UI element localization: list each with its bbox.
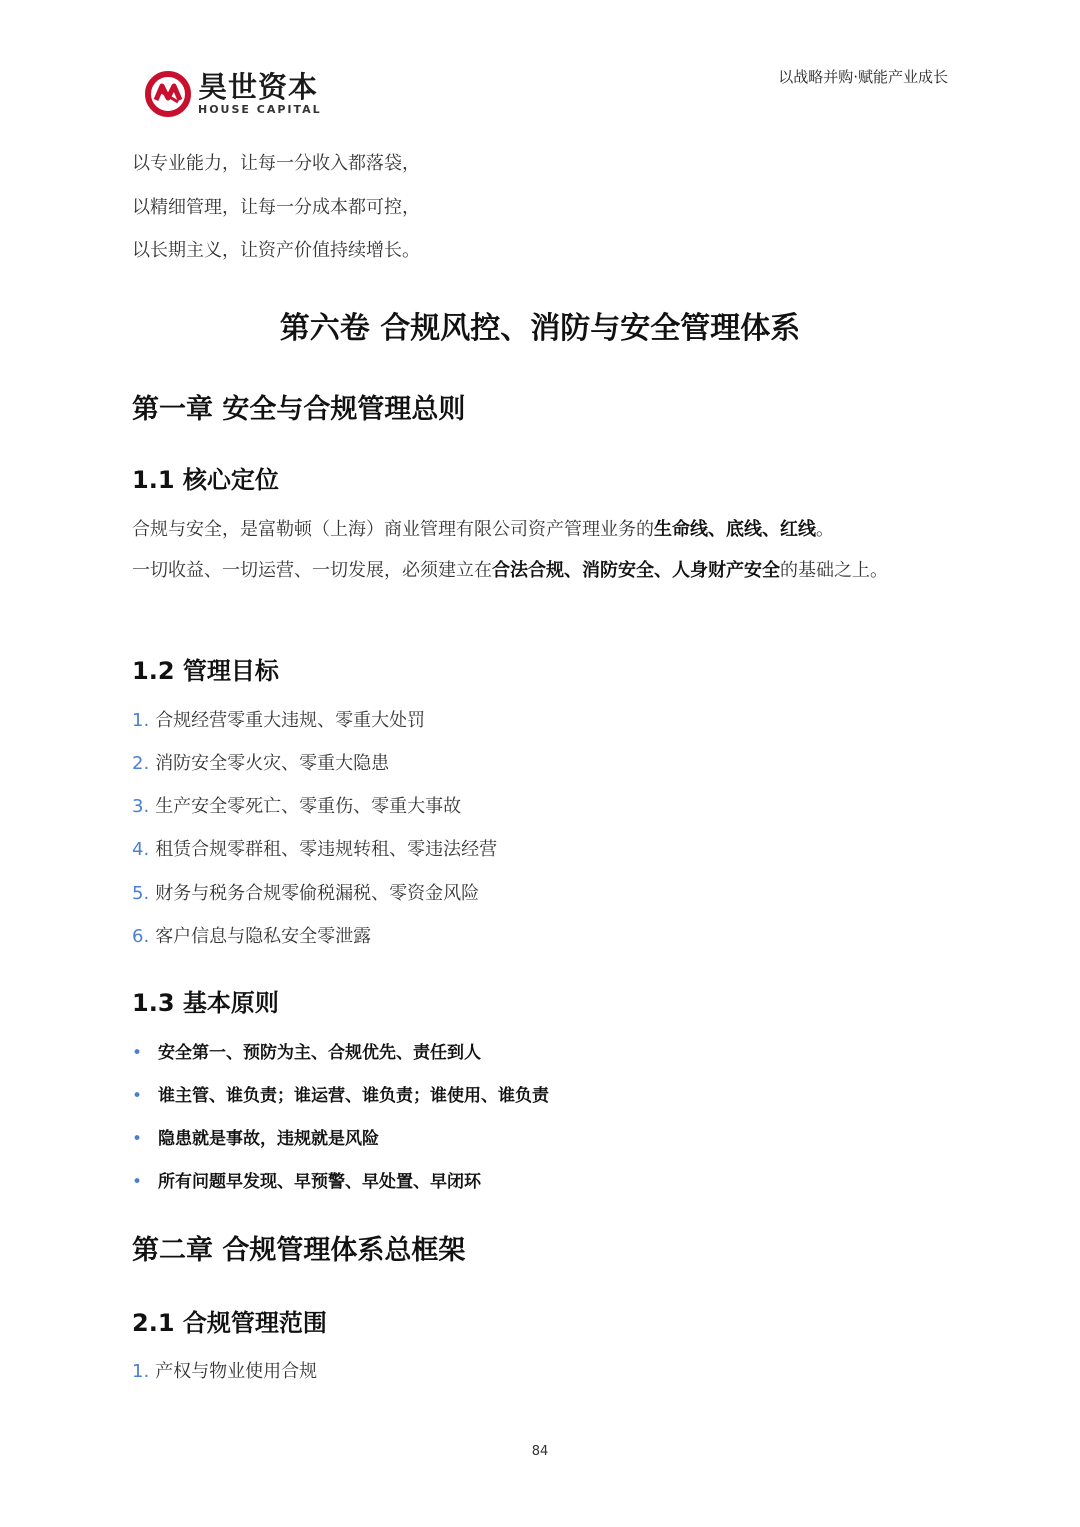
bullet-icon: • xyxy=(132,1043,143,1063)
goal-list-item: 2. 消防安全零火灾、零重大隐患 xyxy=(132,753,390,774)
bullet-icon: • xyxy=(132,1172,143,1192)
bullet-icon: • xyxy=(132,1086,143,1106)
page-number: 84 xyxy=(531,1444,549,1459)
scope-list-item: 1. 产权与物业使用合规 xyxy=(132,1361,318,1382)
header-slogan: 以战略并购·赋能产业成长 xyxy=(778,68,948,86)
goal-list-item: 3. 生产安全零死亡、零重伤、零重大事故 xyxy=(132,796,462,817)
goal-list-item: 5. 财务与税务合规零偷税漏税、零资金风险 xyxy=(132,883,480,904)
core-position-paragraph-1: 合规与安全，是富勒顿（上海）商业管理有限公司资产管理业务的生命线、底线、红线。 xyxy=(132,519,834,540)
logo-english-name: HOUSE CAPITAL xyxy=(198,103,322,116)
section-1-3-title: 1.3 基本原则 xyxy=(132,989,279,1017)
section-2-1-title: 2.1 合规管理范围 xyxy=(132,1309,327,1337)
goal-list-item: 1. 合规经营零重大违规、零重大处罚 xyxy=(132,710,426,731)
goal-list-item: 4. 租赁合规零群租、零违规转租、零违法经营 xyxy=(132,839,498,860)
section-1-2-title: 1.2 管理目标 xyxy=(132,657,279,685)
section-1-1-title: 1.1 核心定位 xyxy=(132,466,279,494)
goal-list-item: 6. 客户信息与隐私安全零泄露 xyxy=(132,926,372,947)
chapter-2-title: 第二章 合规管理体系总框架 xyxy=(132,1235,466,1266)
principle-list-item: • 隐患就是事故，违规就是风险 xyxy=(132,1129,379,1149)
volume-title: 第六卷 合规风控、消防与安全管理体系 xyxy=(279,311,801,346)
intro-line-3: 以长期主义，让资产价值持续增长。 xyxy=(132,240,420,261)
logo-chinese-name: 昊世资本 xyxy=(198,70,319,104)
core-position-paragraph-2: 一切收益、一切运营、一切发展，必须建立在合法合规、消防安全、人身财产安全的基础之上。 xyxy=(132,560,888,581)
intro-line-1: 以专业能力，让每一分收入都落袋， xyxy=(132,153,420,174)
principle-list-item: • 所有问题早发现、早预警、早处置、早闭环 xyxy=(132,1172,481,1192)
house-capital-logo-icon xyxy=(144,70,192,118)
principle-list-item: • 谁主管、谁负责；谁运营、谁负责；谁使用、谁负责 xyxy=(132,1086,549,1106)
company-logo xyxy=(144,70,322,118)
bullet-icon: • xyxy=(132,1129,143,1149)
chapter-1-title: 第一章 安全与合规管理总则 xyxy=(132,394,466,425)
intro-line-2: 以精细管理，让每一分成本都可控， xyxy=(132,197,420,218)
principle-list-item: • 安全第一、预防为主、合规优先、责任到人 xyxy=(132,1043,481,1063)
